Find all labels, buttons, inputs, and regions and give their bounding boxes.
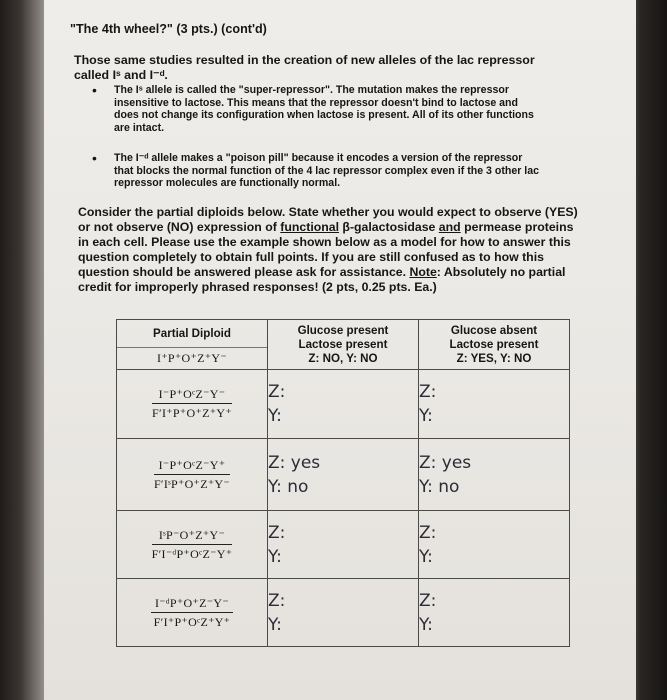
instructions-paragraph [78, 205, 578, 295]
partial-diploid-table [116, 319, 570, 647]
answer-z: Z: [268, 522, 286, 543]
instructions-and: and [438, 220, 461, 234]
instructions-note: Note [409, 265, 437, 279]
answer-z: Z: [419, 382, 437, 402]
answer-z: Z: [268, 590, 286, 611]
answer-y: Y: [268, 546, 282, 567]
header-line: Glucose absent [450, 323, 538, 337]
table-row [117, 579, 570, 647]
header-diploid: Partial Diploid [117, 320, 268, 348]
answer-z: Z: [419, 522, 437, 543]
answer-cell-glucose-present[interactable] [268, 511, 419, 579]
answer-cell-glucose-present[interactable] [268, 439, 419, 511]
header-glucose-absent [419, 320, 570, 370]
diploid-cell [117, 370, 268, 439]
table-row [117, 511, 570, 579]
answer-cell-glucose-absent[interactable] [419, 511, 570, 579]
genotype-chromosome: I⁻P⁺OᶜZ⁻Y⁺ [154, 458, 230, 475]
genotype-chromosome: I⁻P⁺OᶜZ⁻Y⁻ [152, 387, 232, 404]
example-genotype: I⁺P⁺O⁺Z⁺Y⁻ [117, 348, 268, 370]
answer-z: Z: yes [419, 452, 472, 473]
table-row [117, 370, 570, 439]
answer-y: Y: no [419, 476, 460, 497]
page-title: "The 4th wheel?" (3 pts.) (cont'd) [70, 22, 267, 36]
genotype-episome: F′I⁺P⁺OᶜZ⁺Y⁺ [153, 614, 231, 629]
bullet-poison-pill: The I⁻ᵈ allele makes a "poison pill" because it encodes a version of the repressor that blocks the normal function of the 4 lac repressor complex even if the 3 other lac repressor molecules are functionally normal. [114, 152, 540, 190]
genotype-episome: F′IˢP⁺O⁺Z⁺Y⁻ [153, 476, 231, 491]
diploid-cell [117, 511, 268, 579]
instructions-functional: functional [280, 220, 340, 234]
header-example: Z: YES, Y: NO [456, 351, 532, 365]
instructions-text: β-galactosidase [339, 220, 439, 234]
answer-y: Y: no [268, 476, 309, 497]
answer-cell-glucose-absent[interactable] [419, 579, 570, 647]
answer-y: Y: [419, 546, 433, 567]
answer-z: Z: [268, 382, 286, 402]
header-glucose-present [268, 320, 419, 370]
genotype-episome: F′I⁺P⁺O⁺Z⁺Y⁺ [152, 406, 232, 420]
answer-z: Z: yes [268, 452, 321, 473]
worksheet-page [44, 0, 636, 700]
instructions-text: Consider the partial diploids below. State whether you would expect to observe (YES) or not observe (NO) expression of [78, 205, 578, 234]
genotype-chromosome: IˢP⁻O⁺Z⁺Y⁻ [152, 528, 233, 545]
bullet-dot-icon: • [92, 82, 97, 98]
intro-paragraph: Those same studies resulted in the creation of new alleles of the lac repressor called Iˢ and I⁻ᵈ. [74, 53, 535, 82]
bullet-super-repressor: The Iˢ allele is called the "super-repressor". The mutation makes the repressor insensitive to lactose. This means that the repressor doesn't bind to lactose and does not change its configuration when lactose is present. All of its other functions are intact. [114, 84, 534, 134]
answer-y: Y: [268, 406, 282, 426]
answer-y: Y: [419, 406, 433, 426]
bullet-dot-icon: • [92, 150, 97, 166]
answer-y: Y: [419, 614, 433, 635]
answer-cell-glucose-absent[interactable] [419, 439, 570, 511]
header-line: Lactose present [449, 337, 539, 351]
diploid-cell [117, 439, 268, 511]
instructions-text: permease proteins in each cell. Please use the example shown below as a model for how to answer this question completely to obtain full points. If you are still confused as to how this question should be answered please ask for assistance. [78, 220, 574, 279]
diploid-cell [117, 579, 268, 647]
header-example: Z: NO, Y: NO [308, 351, 378, 365]
header-line: Lactose present [298, 337, 388, 351]
answer-cell-glucose-absent[interactable] [419, 370, 570, 439]
answer-z: Z: [419, 590, 437, 611]
answer-y: Y: [268, 614, 282, 635]
instructions-text: : Absolutely no partial credit for improperly phrased responses! (2 pts, 0.25 pts. Ea.) [78, 265, 566, 294]
genotype-episome: F′I⁻ᵈP⁺OᶜZ⁻Y⁺ [151, 546, 233, 561]
answer-cell-glucose-present[interactable] [268, 579, 419, 647]
header-line: Glucose present [297, 323, 389, 337]
genotype-chromosome: I⁻ᵈP⁺O⁺Z⁻Y⁻ [151, 596, 233, 613]
answer-cell-glucose-present[interactable] [268, 370, 419, 439]
table-row [117, 439, 570, 511]
